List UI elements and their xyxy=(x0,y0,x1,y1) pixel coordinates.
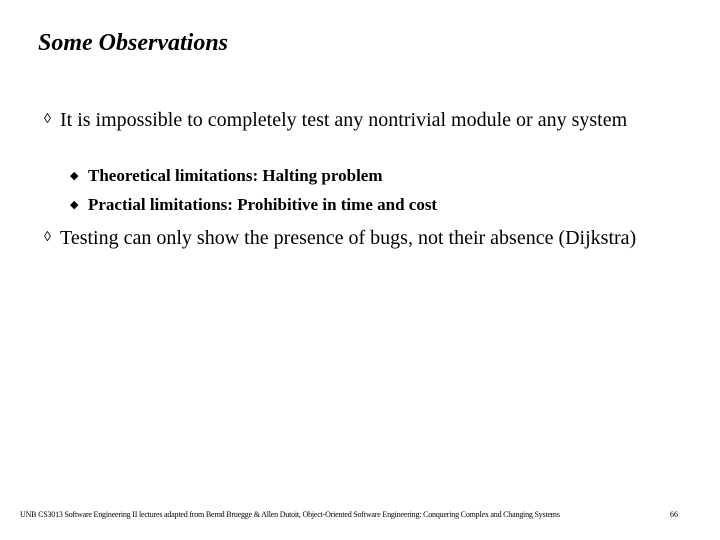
diamond-solid-icon: ◆ xyxy=(70,199,79,211)
bullet-item xyxy=(44,226,684,250)
sub-bullet-item xyxy=(70,165,690,187)
page-number: 66 xyxy=(670,510,678,519)
diamond-outline-icon: ◊ xyxy=(44,112,51,127)
diamond-solid-icon: ◆ xyxy=(70,170,79,182)
diamond-outline-icon: ◊ xyxy=(44,230,51,245)
bullet-text: It is impossible to completely test any nontrivial module or any system xyxy=(60,109,628,131)
bullet-text: Testing can only show the presence of bugs, not their absence (Dijkstra) xyxy=(60,227,637,249)
bullet-item xyxy=(44,108,684,132)
sub-bullet-text: Practial limitations: Prohibitive in time and cost xyxy=(88,195,438,214)
sub-bullet-text: Theoretical limitations: Halting problem xyxy=(88,166,383,185)
slide-title: Some Observations xyxy=(38,30,229,56)
sub-bullet-item xyxy=(70,194,690,216)
slide-footer: UNB CS3013 Software Engineering II lectures adapted from Bernd Bruegge & Allen Dutoit, Object-Oriented Software Engineering: Conquering Complex and Changing Systems xyxy=(20,510,560,519)
